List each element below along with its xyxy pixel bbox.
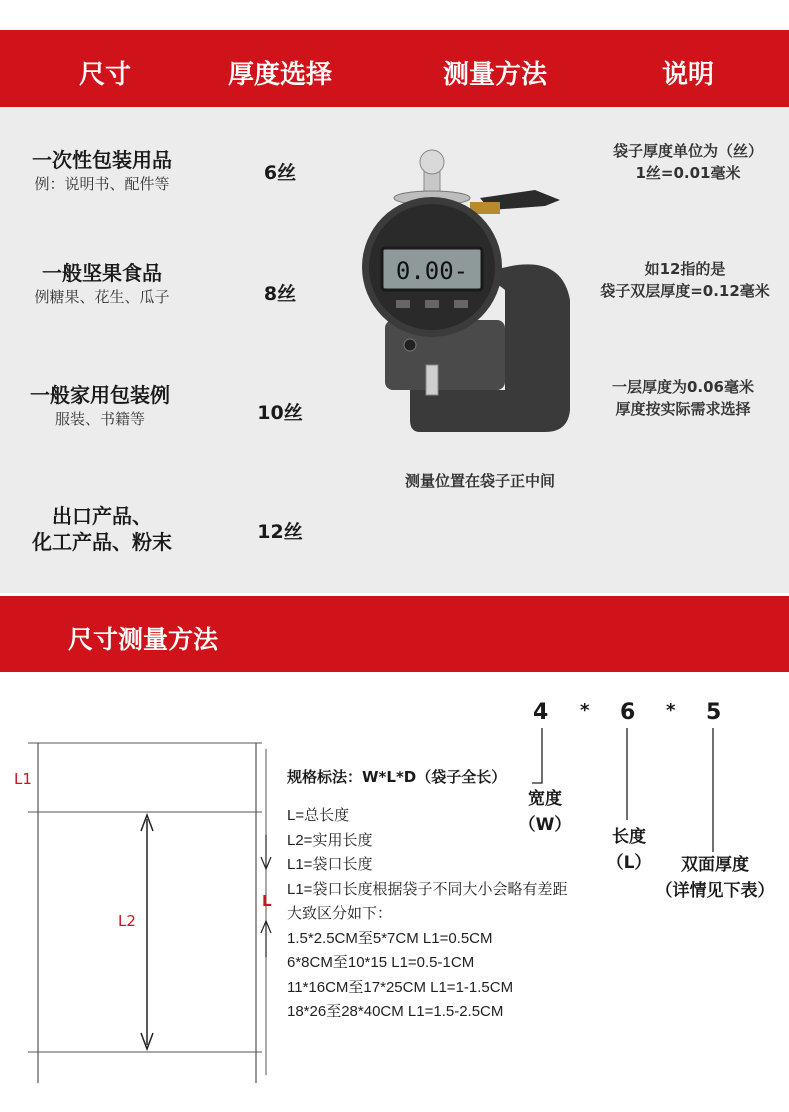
l1-label: L1 [14,770,32,788]
method-line: L=总长度 [287,807,350,824]
note-1 [588,140,788,184]
col-size-header: 尺寸 [78,60,131,90]
col-thickness-header: 厚度选择 [227,60,332,90]
width-label: 宽度 [528,789,562,809]
category-row-3 [0,382,200,430]
thickness-value: 12丝 [257,521,303,543]
spec-length-number: 6 [620,700,636,725]
note-line: 一层厚度为0.06毫米 [611,378,754,396]
l2-label: L2 [118,912,136,930]
length-symbol: （L） [606,853,652,873]
thickness-gauge-illustration [330,140,590,450]
thickness-annotation [640,852,789,904]
note-line: 袋子双层厚度=0.12毫米 [600,282,770,300]
method-line: 1.5*2.5CM至5*7CM L1=0.5CM [287,929,493,947]
category-title: 一般家用包装例 [30,383,170,407]
spec-separator: * [580,700,590,721]
note-line: 厚度按实际需求选择 [615,400,751,418]
col-method-header: 测量方法 [442,60,547,90]
note-2 [585,258,785,302]
gauge-caption: 测量位置在袋子正中间 [404,472,555,490]
note-3 [583,376,783,420]
method-line: 6*8CM至10*15 L1=0.5-1CM [287,954,475,971]
spec-thickness-number: 5 [706,700,722,725]
category-title: 一次性包装用品 [32,148,172,172]
method-line: 11*16CM至17*25CM L1=1-1.5CM [287,978,514,996]
method-line: 大致区分如下： [287,905,393,922]
thickness-symbol: （详情见下表） [655,881,775,901]
category-title: 出口产品、 [52,504,152,528]
spec-separator: * [666,700,676,721]
category-row-4 [2,503,202,555]
spec-format-label: 规格标法：W*L*D（袋子全长） [287,768,507,786]
method-line: 18*26至28*40CM L1=1.5-2.5CM [287,1003,504,1020]
category-title: 一般坚果食品 [42,261,162,285]
thickness-label: 双面厚度 [681,855,749,875]
col-note-header: 说明 [661,60,714,90]
section-title: 尺寸测量方法 [68,625,219,654]
method-line: L2=实用长度 [287,831,373,849]
category-row-2 [2,260,202,308]
category-example: 例糖果、花生、瓜子 [34,288,170,306]
spec-width-number: 4 [533,700,549,725]
note-line: 如12指的是 [644,260,726,278]
note-line: 袋子厚度单位为（丝） [612,142,763,160]
method-line: L1=袋口长度 [287,856,373,873]
bag-diagram [0,735,290,1095]
l-label: L [262,892,272,910]
category-example: 例：说明书、配件等 [34,175,170,193]
width-symbol: （W） [518,815,572,835]
gauge-display-text: 0.00- [395,257,469,285]
note-line: 1丝=0.01毫米 [635,164,741,182]
length-label: 长度 [612,827,646,847]
measurement-notes [287,804,627,1025]
thickness-value: 8丝 [263,283,297,305]
method-line: L1=袋口长度根据袋子不同大小会略有差距 [287,880,568,898]
thickness-value: 6丝 [263,162,297,184]
category-example: 服装、书籍等 [54,410,145,428]
thickness-value: 10丝 [257,402,303,424]
category-title-line2: 化工产品、粉末 [32,530,172,554]
category-row-1 [2,147,202,195]
